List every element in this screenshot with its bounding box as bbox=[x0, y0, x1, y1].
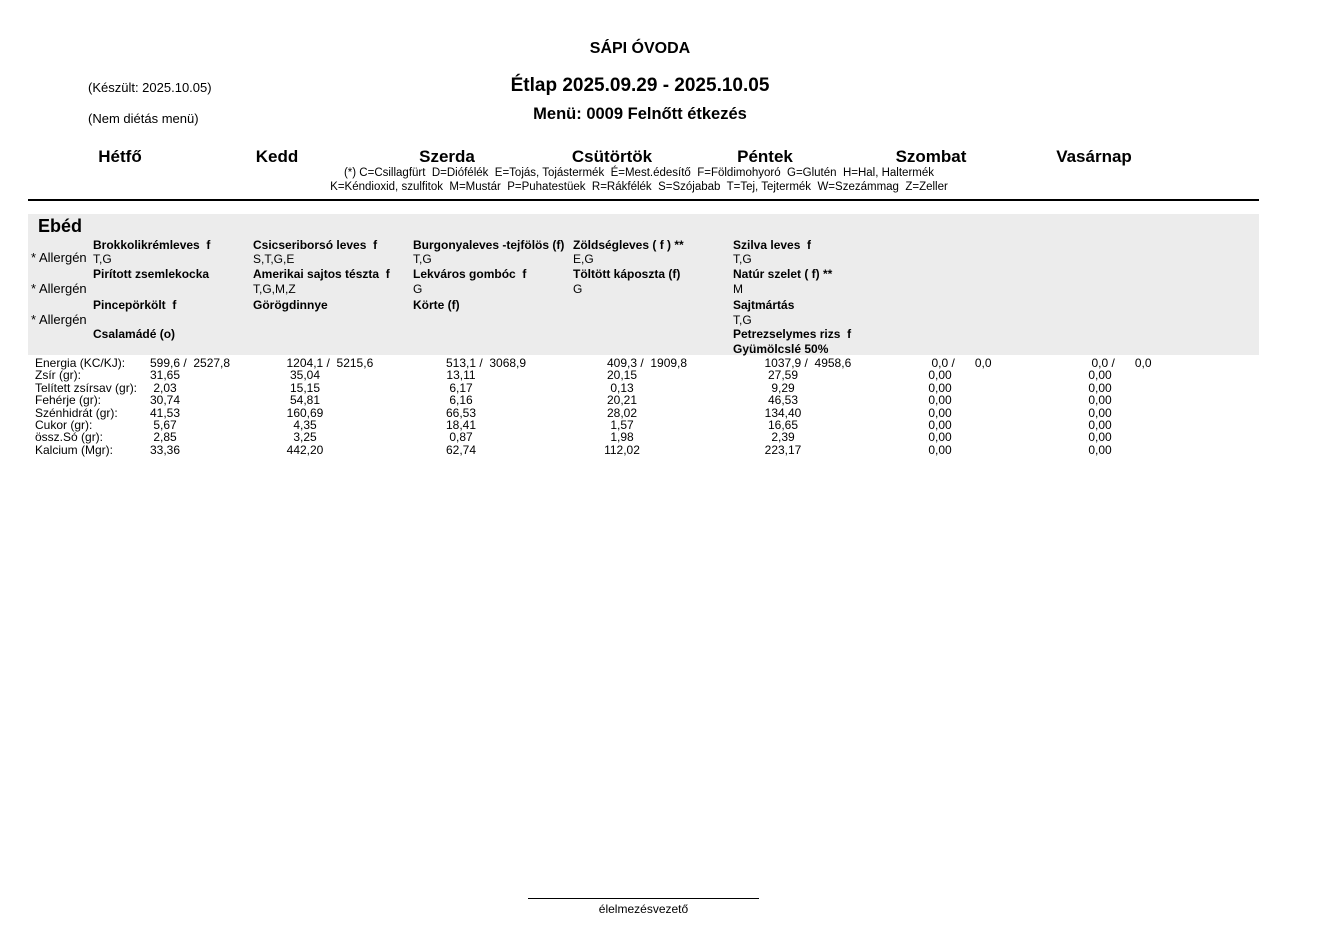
allergen-code: G bbox=[573, 282, 583, 296]
dish-item: Brokkolikrémleves f bbox=[93, 238, 211, 252]
nutrition-value: 2,03 bbox=[153, 380, 177, 395]
nutrition-value: 3,25 bbox=[293, 430, 317, 445]
dish-item: Töltött káposzta (f) bbox=[573, 267, 681, 281]
menu-subtitle: Menü: 0009 Felnőtt étkezés bbox=[533, 105, 747, 123]
meal-title: Ebéd bbox=[38, 216, 83, 236]
nutrition-value: 18,41 bbox=[445, 418, 477, 432]
dish-item: Csalamádé (o) bbox=[93, 327, 176, 341]
allergen-row-label: * Allergén bbox=[31, 281, 87, 296]
nutrition-value-energia: 599,6 / 2527,8 bbox=[150, 356, 231, 370]
dish-item: Csicseriborsó leves f bbox=[253, 238, 378, 252]
nutrition-value: 160,69 bbox=[286, 405, 324, 420]
nutrition-label: össz.Só (gr): bbox=[35, 430, 104, 445]
nutrition-label: Energia (KC/KJ): bbox=[35, 356, 126, 370]
nutrition-value: 30,74 bbox=[149, 393, 181, 408]
school-title: SÁPI ÓVODA bbox=[589, 40, 691, 57]
signature-line bbox=[528, 898, 759, 899]
nutrition-value: 0,00 bbox=[1088, 393, 1112, 408]
nutrition-label: Cukor (gr): bbox=[35, 418, 93, 432]
nutrition-value: 0,00 bbox=[1088, 380, 1112, 395]
nutrition-value: 28,02 bbox=[606, 405, 638, 420]
dish-item: Lekváros gombóc f bbox=[413, 267, 527, 281]
dish-item: Burgonyaleves -tejfölös (f) bbox=[413, 238, 565, 252]
nutrition-value: 0,00 bbox=[1088, 442, 1112, 457]
nutrition-value: 1,98 bbox=[610, 430, 634, 445]
nutrition-label: Telített zsírsav (gr): bbox=[35, 380, 138, 395]
nutrition-value: 1,57 bbox=[610, 418, 634, 432]
nutrition-value: 0,00 bbox=[928, 430, 952, 445]
day-header-1: Hétfő bbox=[98, 147, 142, 166]
page-title: Étlap 2025.09.29 - 2025.10.05 bbox=[510, 75, 770, 96]
nutrition-value: 6,17 bbox=[449, 380, 473, 395]
allergen-code: T,G,M,Z bbox=[253, 282, 296, 296]
nutrition-label: Szénhidrát (gr): bbox=[35, 405, 118, 420]
nutrition-value: 9,29 bbox=[771, 380, 795, 395]
day-header-2: Kedd bbox=[255, 147, 299, 166]
allergen-code: S,T,G,E bbox=[253, 252, 295, 266]
nutrition-value: 0,00 bbox=[1088, 430, 1112, 445]
allergen-code: M bbox=[733, 282, 743, 296]
dish-item: Körte (f) bbox=[413, 298, 460, 312]
diet-type-note: (Nem diétás menü) bbox=[88, 111, 199, 126]
nutrition-value: 62,74 bbox=[445, 442, 477, 457]
meal-section-band bbox=[28, 214, 1259, 355]
day-header-5: Péntek bbox=[737, 147, 793, 166]
day-header-4: Csütörtök bbox=[571, 147, 653, 166]
nutrition-value-energia: 1204,1 / 5215,6 bbox=[286, 356, 374, 370]
dish-item: Gyümölcslé 50% bbox=[733, 342, 829, 356]
dish-item: Sajtmártás bbox=[733, 298, 795, 312]
nutrition-value: 35,04 bbox=[289, 368, 321, 383]
divider-rule bbox=[28, 199, 1259, 201]
allergen-code: T,G bbox=[733, 313, 752, 327]
dish-item: Pincepörkölt f bbox=[93, 298, 177, 312]
nutrition-value: 31,65 bbox=[149, 368, 181, 383]
nutrition-value: 13,11 bbox=[446, 368, 476, 383]
nutrition-value: 134,40 bbox=[764, 405, 802, 420]
nutrition-value: 4,35 bbox=[293, 418, 317, 432]
nutrition-value: 66,53 bbox=[445, 405, 477, 420]
nutrition-value: 0,00 bbox=[1088, 405, 1112, 420]
nutrition-value-energia: 0,0 / 0,0 bbox=[931, 356, 992, 370]
nutrition-label: Kalcium (Mgr): bbox=[35, 442, 114, 457]
day-header-3: Szerda bbox=[419, 147, 475, 166]
nutrition-value: 15,15 bbox=[289, 380, 321, 395]
nutrition-value: 0,00 bbox=[928, 442, 952, 457]
nutrition-value: 0,00 bbox=[928, 405, 952, 420]
allergen-code: G bbox=[413, 282, 423, 296]
nutrition-value: 0,87 bbox=[449, 430, 473, 445]
dish-item: Natúr szelet ( f) ** bbox=[733, 267, 833, 281]
signature-label: élelmezésvezető bbox=[598, 902, 689, 916]
nutrition-value: 2,85 bbox=[153, 430, 177, 445]
created-note: (Készült: 2025.10.05) bbox=[88, 80, 212, 95]
nutrition-value: 20,15 bbox=[606, 368, 638, 383]
nutrition-value: 112,02 bbox=[604, 442, 640, 457]
nutrition-value-energia: 0,0 / 0,0 bbox=[1091, 356, 1152, 370]
dish-item: Amerikai sajtos tészta f bbox=[253, 267, 390, 281]
dish-item: Zöldségleves ( f ) ** bbox=[573, 238, 684, 252]
dish-item: Pirított zsemlekocka bbox=[93, 267, 210, 281]
nutrition-value: 0,00 bbox=[928, 368, 952, 383]
nutrition-value: 33,36 bbox=[149, 442, 181, 457]
nutrition-value: 0,00 bbox=[928, 393, 952, 408]
allergen-code: T,G bbox=[93, 252, 112, 266]
day-header-7: Vasárnap bbox=[1056, 147, 1132, 166]
allergen-row-label: * Allergén bbox=[31, 250, 87, 265]
allergen-legend-line1: (*) C=Csillagfürt D=Diófélék E=Tojás, Tojástermék É=Mest.édesítő F=Földimohyoró G=Glutén H=Hal, Haltermék bbox=[343, 167, 935, 179]
dish-item: Görögdinnye bbox=[253, 298, 328, 312]
nutrition-value: 0,00 bbox=[928, 380, 952, 395]
allergen-code: T,G bbox=[733, 252, 752, 266]
nutrition-value: 0,00 bbox=[928, 418, 952, 432]
nutrition-value: 5,67 bbox=[153, 418, 177, 432]
nutrition-value: 442,20 bbox=[286, 442, 324, 457]
nutrition-value-energia: 513,1 / 3068,9 bbox=[446, 356, 527, 370]
nutrition-value: 2,39 bbox=[771, 430, 795, 445]
allergen-legend-line2: K=Kéndioxid, szulfitok M=Mustár P=Puhatestüek R=Rákfélék S=Szójabab T=Tej, Tejtermék W=Szezámmag Z=Zeller bbox=[330, 181, 948, 193]
nutrition-value-energia: 409,3 / 1909,8 bbox=[607, 356, 688, 370]
nutrition-value: 54,81 bbox=[289, 393, 321, 408]
nutrition-label: Fehérje (gr): bbox=[35, 393, 102, 408]
nutrition-value: 16,65 bbox=[767, 418, 799, 432]
allergen-code: E,G bbox=[573, 252, 594, 266]
nutrition-value-energia: 1037,9 / 4958,6 bbox=[764, 356, 852, 370]
nutrition-value: 41,53 bbox=[149, 405, 181, 420]
nutrition-value: 223,17 bbox=[764, 442, 802, 457]
allergen-code: T,G bbox=[413, 252, 432, 266]
nutrition-value: 0,00 bbox=[1088, 418, 1112, 432]
nutrition-value: 27,59 bbox=[767, 368, 799, 383]
nutrition-label: Zsír (gr): bbox=[35, 368, 81, 383]
nutrition-value: 0,00 bbox=[1088, 368, 1112, 383]
nutrition-value: 6,16 bbox=[449, 393, 473, 408]
allergen-row-label: * Allergén bbox=[31, 312, 87, 327]
nutrition-value: 0,13 bbox=[610, 380, 634, 395]
dish-item: Petrezselymes rizs f bbox=[733, 327, 852, 341]
dish-item: Szilva leves f bbox=[733, 238, 812, 252]
day-header-6: Szombat bbox=[895, 147, 967, 166]
nutrition-value: 20,21 bbox=[606, 393, 638, 408]
nutrition-value: 46,53 bbox=[767, 393, 799, 408]
